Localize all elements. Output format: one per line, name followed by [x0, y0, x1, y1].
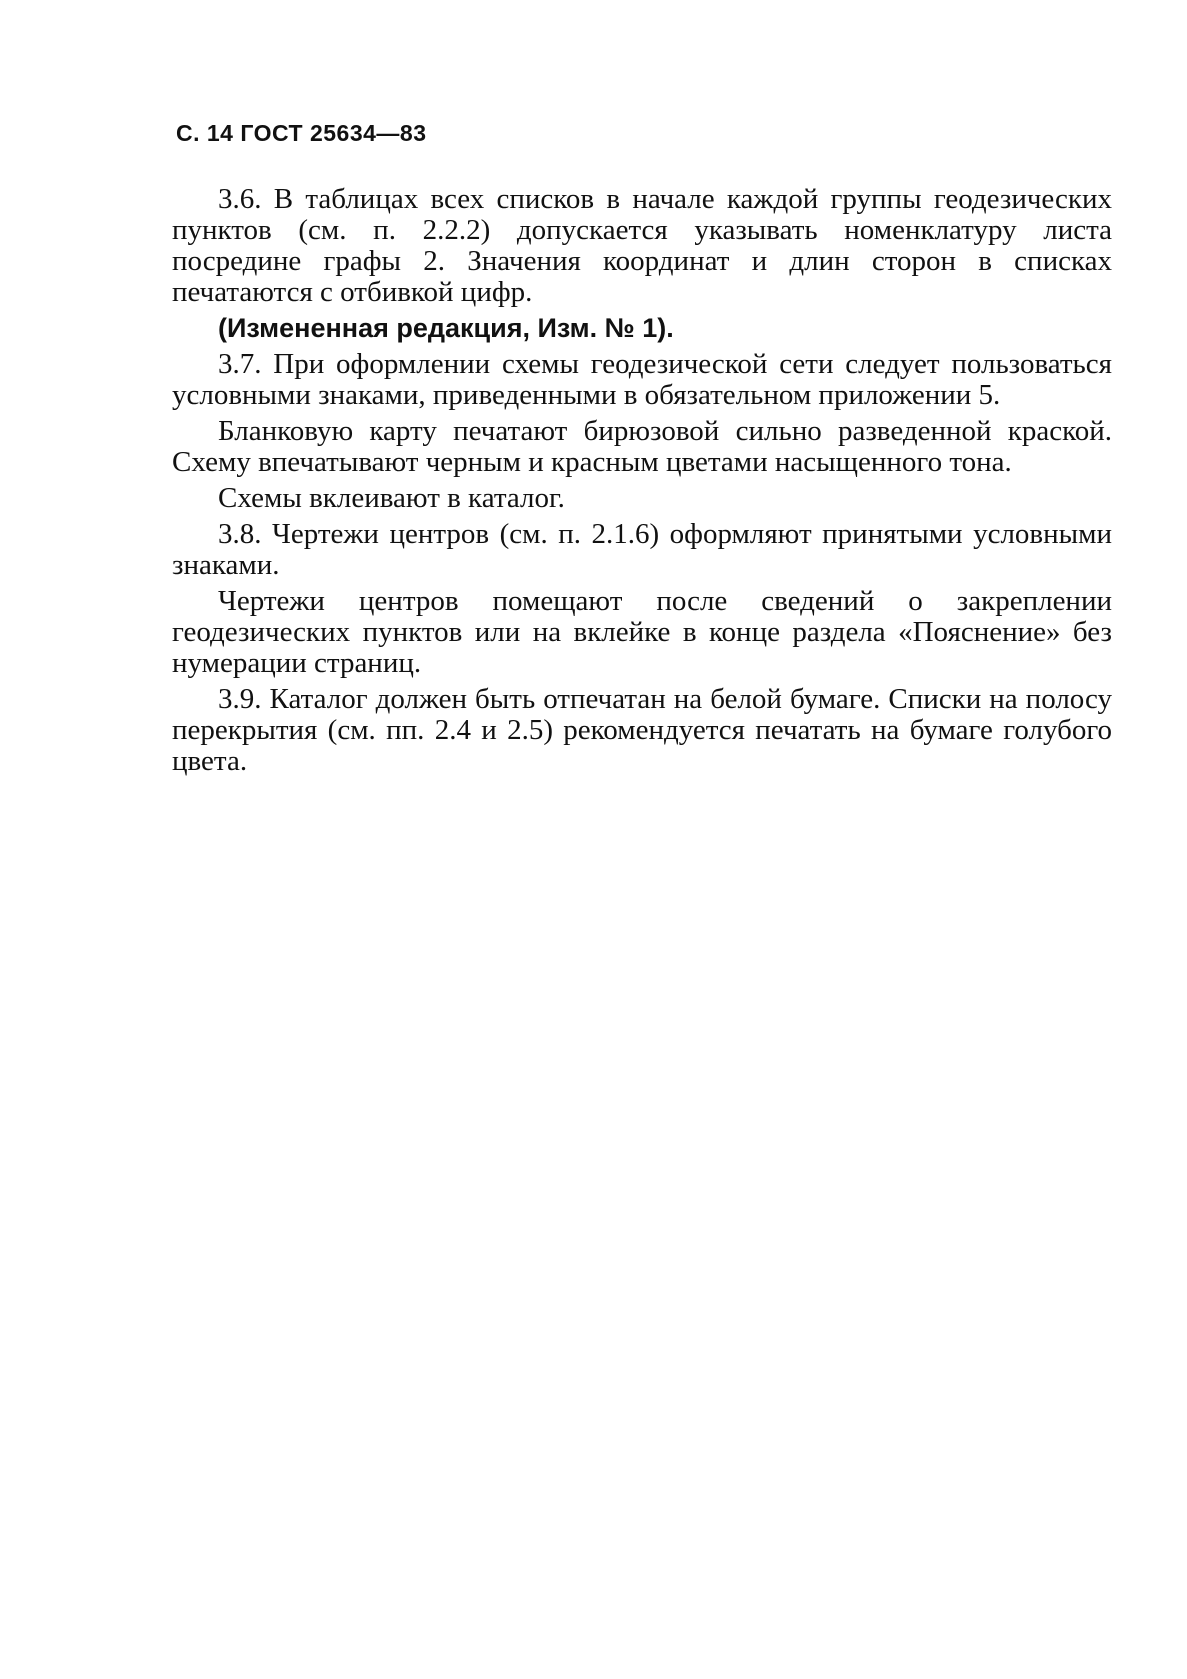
- document-body: [172, 184, 1112, 782]
- page-header: С. 14 ГОСТ 25634—83: [176, 120, 427, 146]
- amendment-note: (Измененная редакция, Изм. № 1).: [218, 313, 674, 343]
- paragraph-center-drawings: Чертежи центров помещают после сведений о закреплении геодезических пунктов или на вклейке в конце раздела «Пояснение» без нумерации страниц.: [172, 585, 1112, 679]
- paragraph-3-7: 3.7. При оформлении схемы геодезической сети следует пользоваться условными знаками, приведенными в обязательном приложении 5.: [172, 348, 1112, 411]
- paragraph-3-6: 3.6. В таблицах всех списков в начале каждой группы геодезических пунктов (см. п. 2.2.2) допускается указывать номенклатуру листа посредине графы 2. Значения координат и длин сторон в списках печатаются с отбивкой цифр.: [172, 183, 1112, 308]
- paragraph-3-8: 3.8. Чертежи центров (см. п. 2.1.6) оформляют принятыми условными знаками.: [172, 518, 1112, 581]
- paragraph-3-9: 3.9. Каталог должен быть отпечатан на белой бумаге. Списки на полосу перекрытия (см. пп. 2.4 и 2.5) рекомендуется печатать на бумаге голубого цвета.: [172, 683, 1112, 777]
- paragraph-schemes-glued: Схемы вклеивают в каталог.: [218, 482, 565, 514]
- paragraph-blank-map: Бланковую карту печатают бирюзовой сильно разведенной краской. Схему впечатывают черным и красным цветами насыщенного тона.: [172, 415, 1112, 478]
